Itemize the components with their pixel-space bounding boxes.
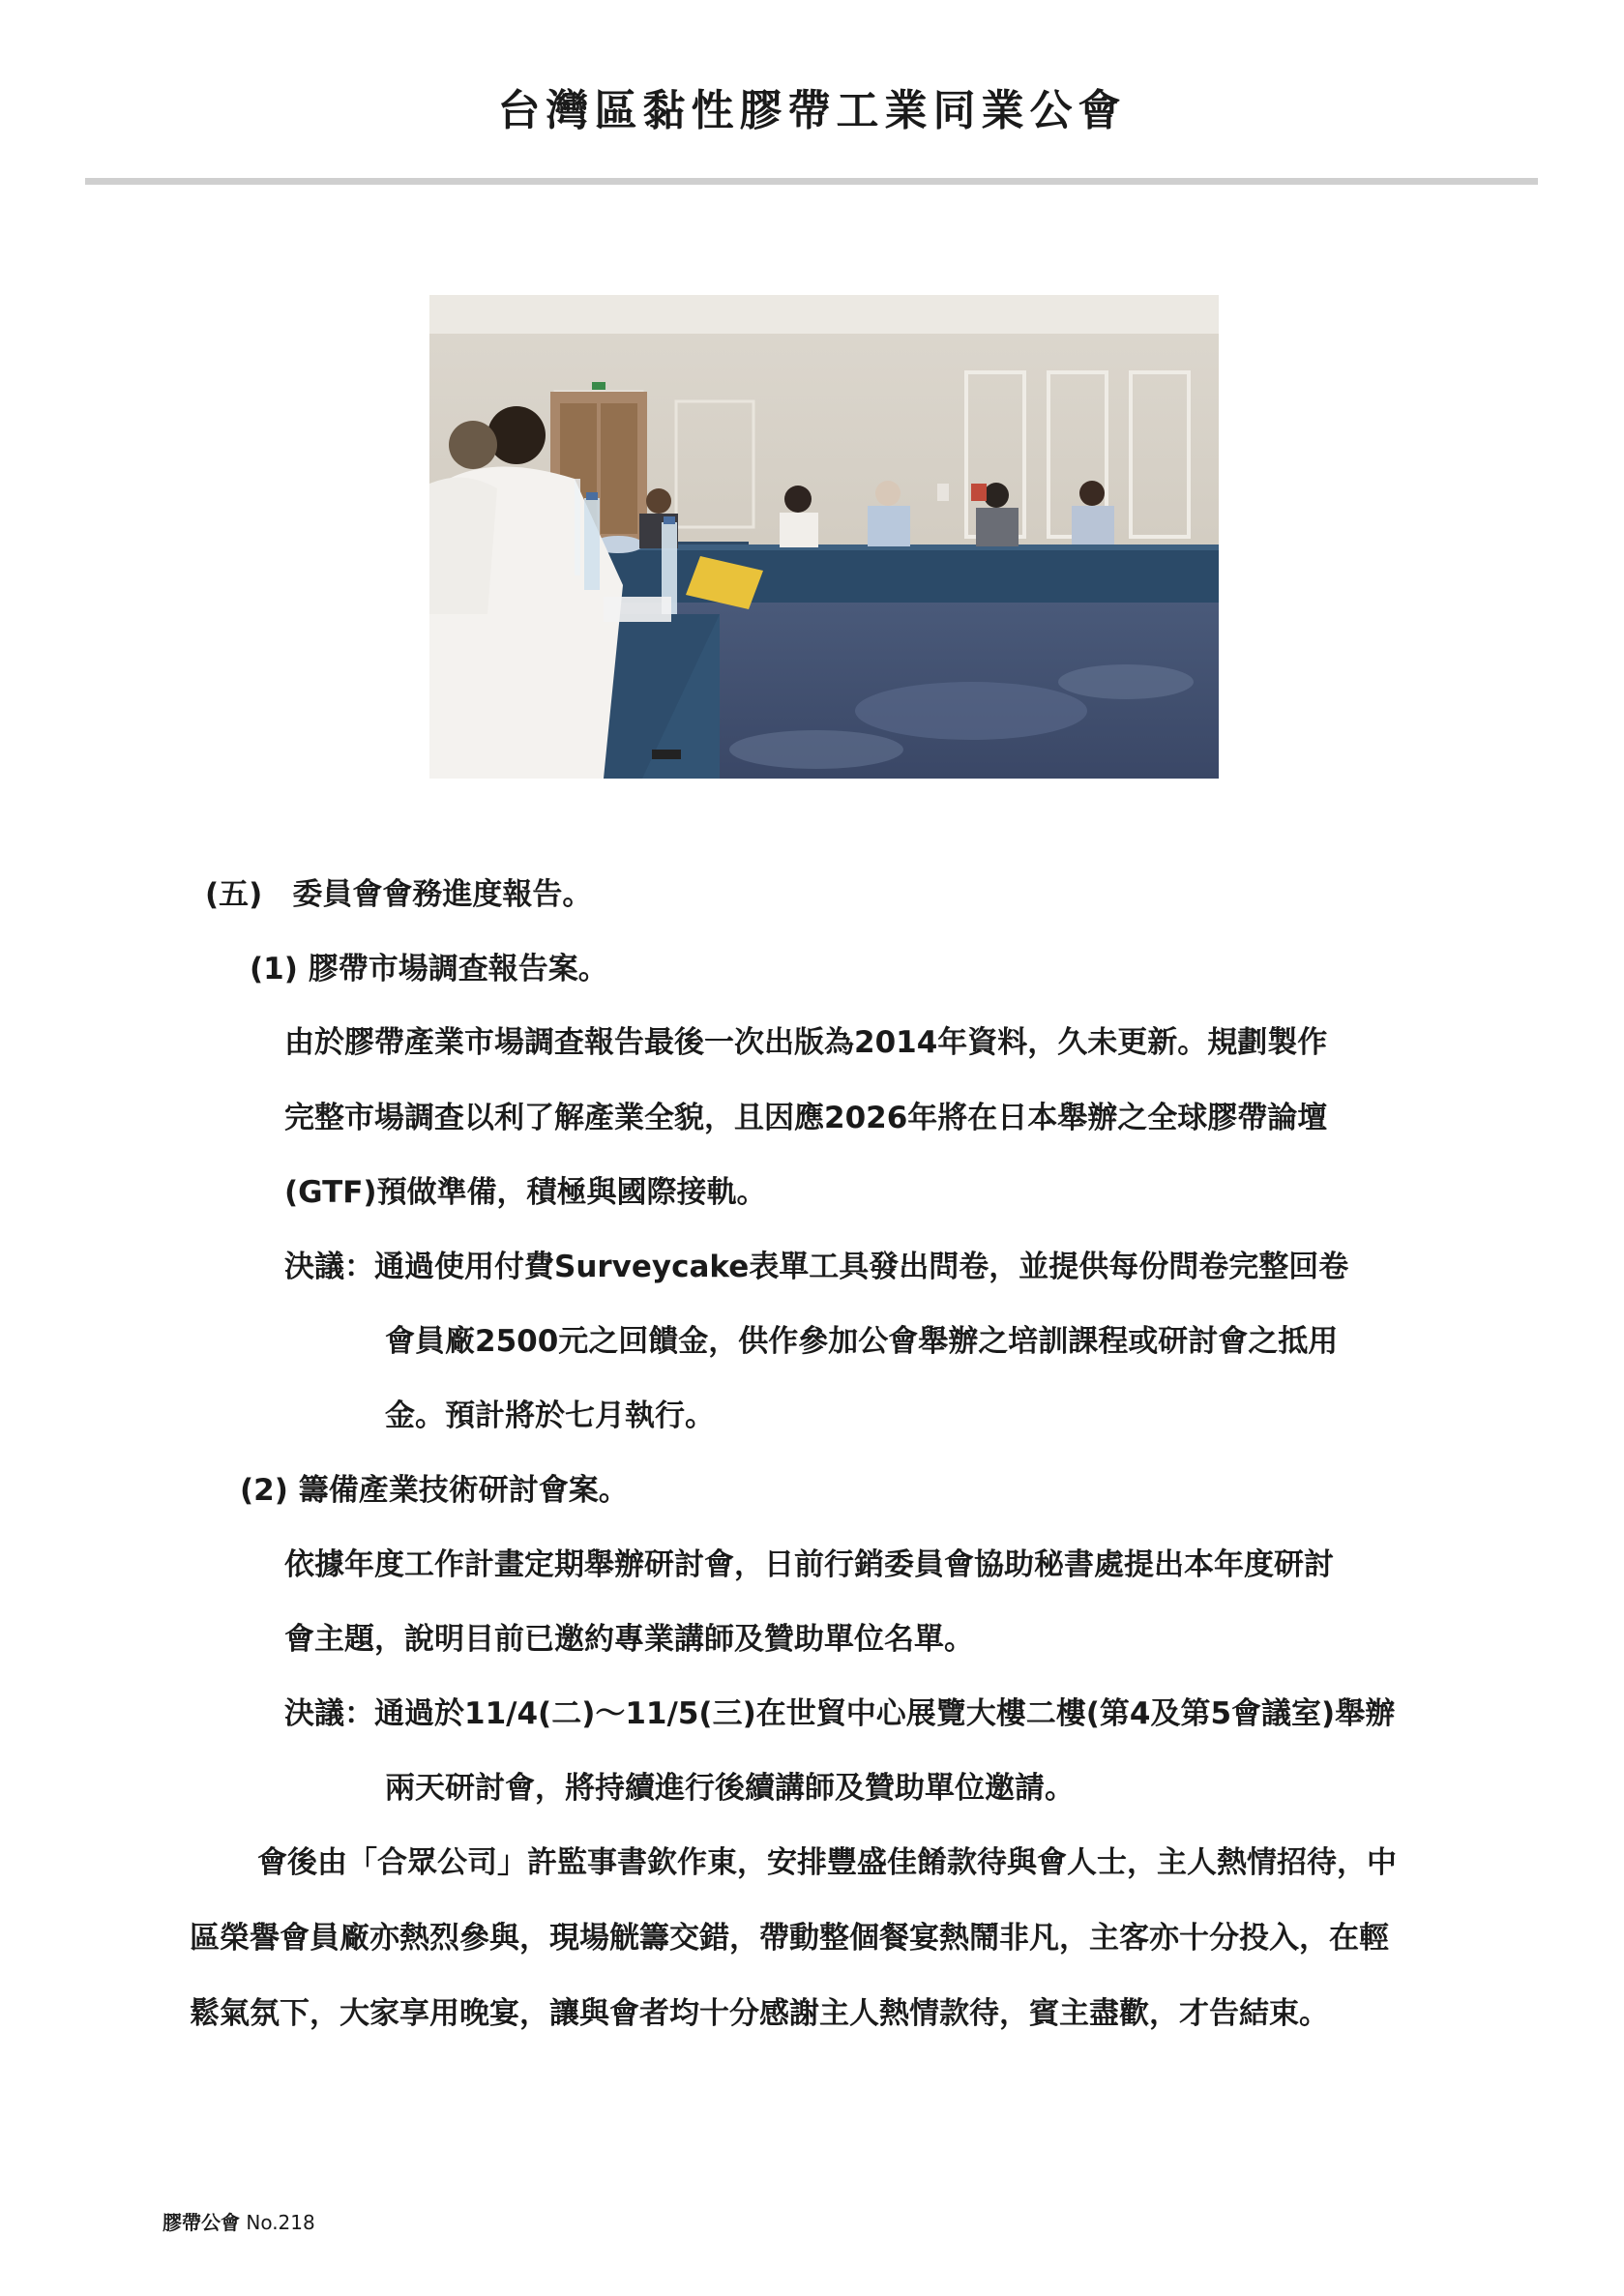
- header-divider: [85, 178, 1538, 185]
- item2-resolution-line: 決議：通過於11/4(二)～11/5(三)在世貿中心展覽大樓二樓(第4及第5會議室)舉辦: [284, 1696, 1396, 1731]
- closing-paragraph-line: 鬆氣氛下，大家享用晚宴，讓與會者均十分感謝主人熱情款待，賓主盡歡，才告結束。: [190, 1996, 1329, 2031]
- footer-issue-number: No.218: [240, 2211, 315, 2234]
- item2-resolution-line: 兩天研討會，將持續進行後續講師及贊助單位邀請。: [385, 1771, 1075, 1806]
- item1-title: (1) 膠帶市場調查報告案。: [250, 952, 608, 986]
- footer-brand: 膠帶公會: [162, 2211, 240, 2234]
- item1-resolution-line: 金。預計將於七月執行。: [385, 1398, 715, 1433]
- meeting-photo: [429, 295, 1219, 779]
- closing-paragraph-line: 會後由「合眾公司」許監事書欽作東，安排豐盛佳餚款待與會人士，主人熱情招待，中: [257, 1845, 1397, 1880]
- page-footer: [162, 2207, 315, 2235]
- item2-title: (2) 籌備產業技術研討會案。: [240, 1473, 629, 1508]
- item1-resolution-line: 會員廠2500元之回饋金，供作參加公會舉辦之培訓課程或研討會之抵用: [385, 1324, 1339, 1359]
- item2-body-line: 依據年度工作計畫定期舉辦研討會，日前行銷委員會協助秘書處提出本年度研討: [284, 1547, 1334, 1582]
- item2-body-line: 會主題，說明目前已邀約專業講師及贊助單位名單。: [284, 1622, 974, 1657]
- section-heading: (五) 委員會會務進度報告。: [205, 877, 593, 912]
- closing-paragraph-line: 區榮譽會員廠亦熱烈參與，現場觥籌交錯，帶動整個餐宴熱鬧非凡，主客亦十分投入，在輕: [190, 1921, 1389, 1956]
- item1-body-line: (GTF)預做準備，積極與國際接軌。: [284, 1175, 767, 1210]
- item1-body-line: 完整市場調查以利了解產業全貌，且因應2026年將在日本舉辦之全球膠帶論壇: [284, 1101, 1328, 1135]
- page-header-title: 台灣區黏性膠帶工業同業公會: [497, 86, 1127, 135]
- item1-body-line: 由於膠帶產業市場調查報告最後一次出版為2014年資料，久未更新。規劃製作: [284, 1025, 1328, 1060]
- item1-resolution-line: 決議：通過使用付費Surveycake表單工具發出問卷，並提供每份問卷完整回卷: [284, 1250, 1349, 1284]
